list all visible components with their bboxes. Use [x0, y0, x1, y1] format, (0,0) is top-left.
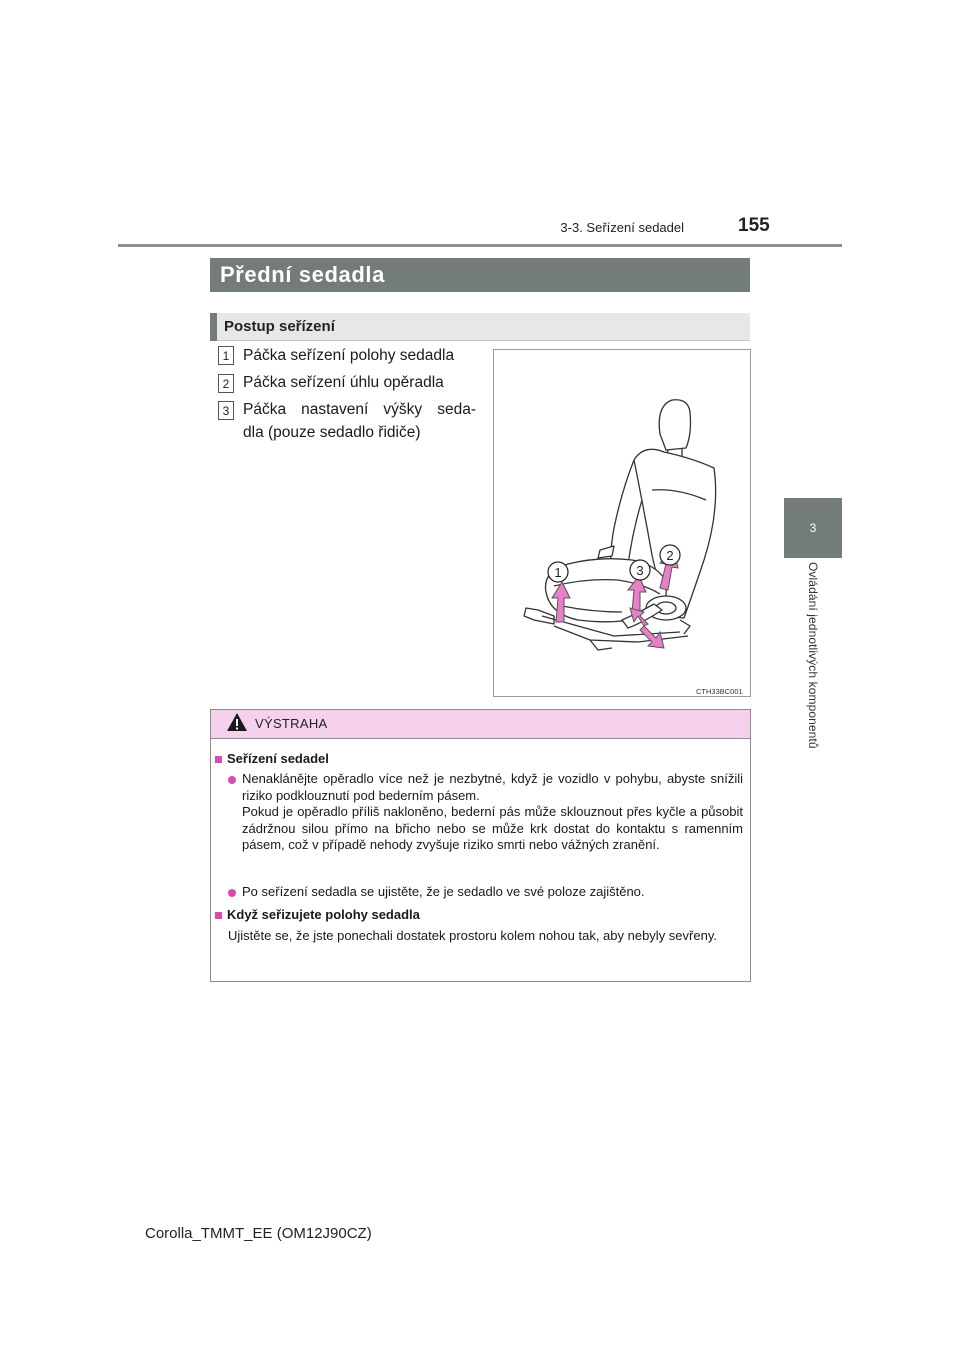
subsection-accent	[210, 313, 217, 341]
page-number: 155	[738, 215, 770, 236]
figure-code: CTH33BC001	[696, 687, 743, 696]
item-text-3-line-2: dla (pouze sedadlo řidiče)	[243, 424, 421, 441]
callout-2-label: 2	[666, 548, 674, 563]
warning-section-1-title: Seřízení sedadel	[227, 751, 329, 766]
warning-bullet-2: Po seřízení sedadla se ujistěte, že je sedadlo ve své poloze zajištěno.	[242, 884, 645, 899]
page-title: Přední sedadla	[220, 262, 385, 287]
footer-model-code: Corolla_TMMT_EE (OM12J90CZ)	[145, 1225, 372, 1242]
warning-triangle-icon	[226, 712, 248, 732]
section-bullet-square	[215, 912, 222, 919]
callout-1-label: 1	[554, 565, 562, 580]
callout-3-label: 3	[636, 563, 644, 578]
item-number-3: 3	[218, 401, 234, 420]
item-text-1: Páčka seřízení polohy sedadla	[243, 347, 455, 364]
seat-figure	[493, 349, 751, 697]
bullet-dot	[228, 889, 236, 897]
warning-label: VÝSTRAHA	[255, 716, 328, 731]
bullet-dot	[228, 776, 236, 784]
warning-section-2-title: Když seřizujete polohy sedadla	[227, 907, 420, 922]
subsection-title: Postup seřízení	[224, 318, 335, 335]
warning-bullet-1-paragraph-2: Pokud je opěradlo příliš nakloněno, bederní pás může sklouznout přes kyčle a působit zádržnou silou přímo na břicho nebo se může krk dostat do kontaktu s ramenním pásem, což v případě nehody zvyšuje riziko smrti nebo vážných zranění.	[242, 804, 743, 852]
warning-section-2-text: Ujistěte se, že jste ponechali dostatek prostoru kolem nohou tak, aby nebyly sevřeny.	[228, 928, 717, 943]
section-bullet-square	[215, 756, 222, 763]
chapter-tab	[784, 498, 842, 558]
item-number-1: 1	[218, 346, 234, 365]
item-number-2: 2	[218, 374, 234, 393]
warning-bullet-1-paragraph-1: Nenaklánějte opěradlo více než je nezbytné, když je vozidlo v pohybu, abyste snížili riziko podklouznutí pod bederním pásem.	[242, 771, 743, 803]
item-text-3-line-1: Páčka nastavení výšky seda-	[243, 401, 476, 418]
section-header: 3-3. Seřízení sedadel	[560, 220, 684, 235]
header-rule	[118, 244, 842, 247]
chapter-title-vertical: Ovládání jednotlivých komponentů	[806, 562, 820, 749]
chapter-number: 3	[809, 521, 817, 535]
seat-illustration	[494, 350, 750, 696]
item-text-2: Páčka seřízení úhlu opěradla	[243, 374, 444, 391]
